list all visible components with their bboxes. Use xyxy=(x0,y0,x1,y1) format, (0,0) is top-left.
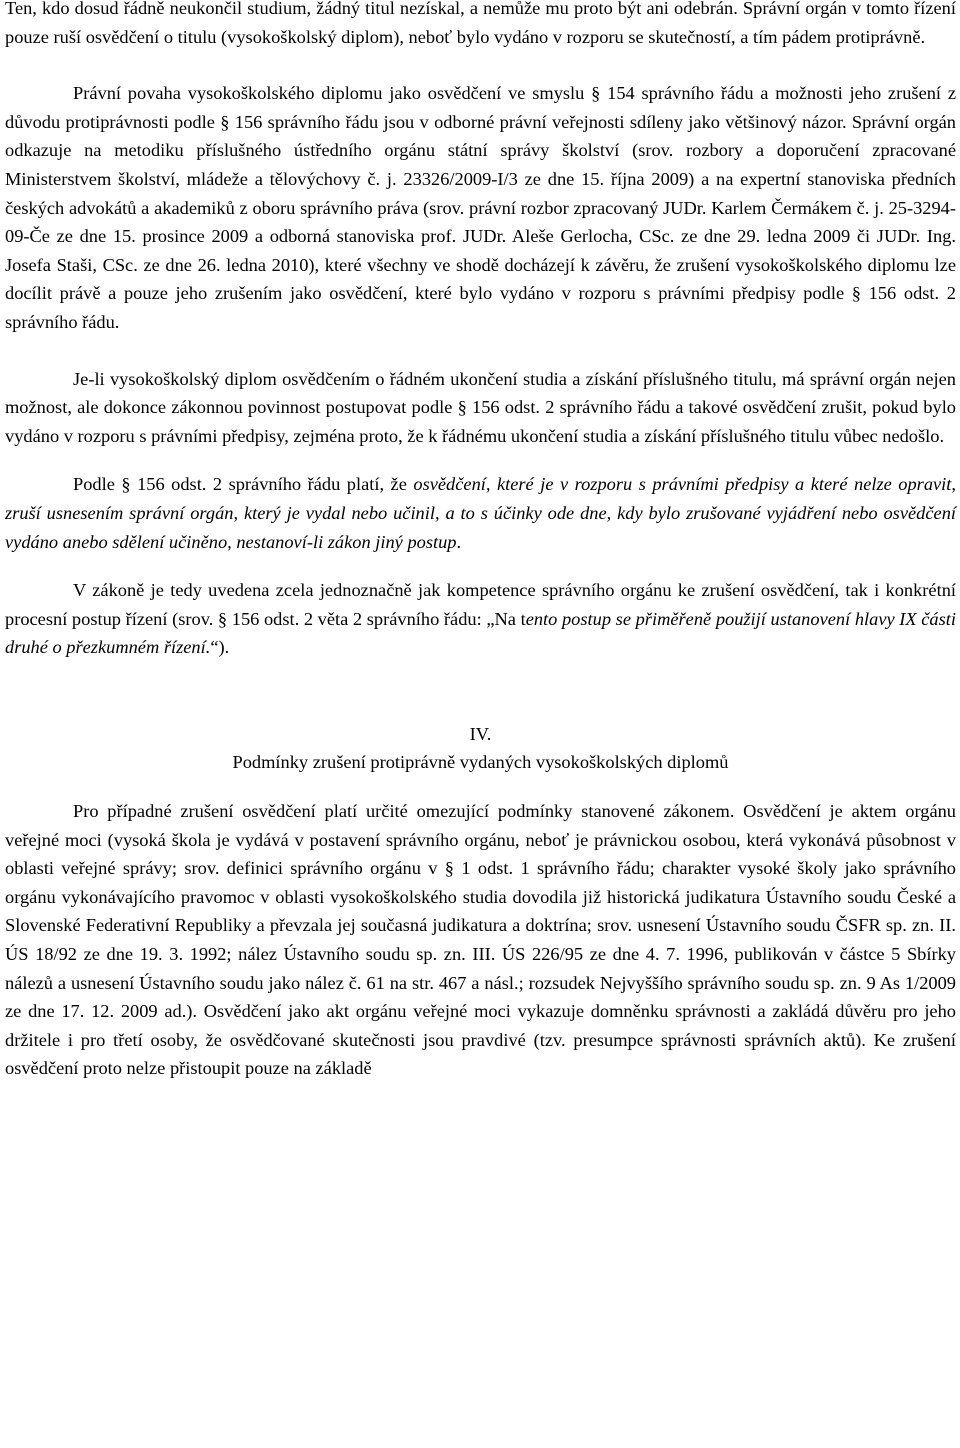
paragraph-competence xyxy=(5,576,956,662)
paragraph-conditions: Pro případné zrušení osvědčení platí určité omezující podmínky stanovené zákonem. Osvědčení je aktem orgánu veřejné moci (vysoká škola je vydává v postavení správního orgánu, neboť je právnickou osobou, která vykonává působnost v oblasti veřejné správy; srov. definici správního orgánu v § 1 odst. 1 správního řádu; charakter vysoké školy jako správního orgánu vykonávajícího pravomoc v oblasti vysokoškolského studia dovodila již historická judikatura Ústavního soudu České a Slovenské Federativní Republiky a převzala jej současná judikatura a doktrína; srov. usnesení Ústavního soudu ČSFR sp. zn. II. ÚS 18/92 ze dne 19. 3. 1992; nález Ústavního soudu sp. zn. III. ÚS 226/95 ze dne 4. 7. 1996, publikován v částce 5 Sbírky nálezů a usnesení Ústavního soudu jako nález č. 61 na str. 467 a násl.; rozsudek Nejvyššího správního soudu sp. zn. 9 As 1/2009 ze dne 17. 12. 2009 ad.). Osvědčení jako akt orgánu veřejné moci vykazuje domněnku správnosti a zakládá důvěru pro jeho držitele i pro třetí osoby, že osvědčované skutečnosti jsou pravdivé (tzv. presumpce správnosti správních aktů). Ke zrušení osvědčení proto nelze přistoupit pouze na základě xyxy=(5,801,956,1079)
paragraph-lead-text: Podle § 156 odst. 2 správního řádu platí, že xyxy=(73,474,414,495)
statute-quote: osvědčení, které je v rozporu s právními předpisy a které nelze opravit, zruší usnesením správní orgán, který je vydal nebo učinil, a to s účinky ode dne, kdy bylo zrušované vyjádření nebo osvědčení vydáno anebo sdělení učiněno, nestanoví-li zákon jiný postup xyxy=(5,474,956,552)
paragraph-section-156-quote xyxy=(5,470,956,556)
paragraph-legal-nature: Právní povaha vysokoškolského diplomu jako osvědčení ve smyslu § 154 správního řádu a možnosti jeho zrušení z důvodu protiprávnosti podle § 156 správního řádu jsou v odborné právní veřejnosti sdíleny jako většinový názor. Správní orgán odkazuje na metodiku příslušného ústředního orgánu státní správy školství (srov. rozbory a doporučení zpracované Ministerstvem školství, mládeže a tělovýchovy č. j. 23326/2009-I/3 ze dne 15. října 2009) a na expertní stanoviska předních českých advokátů a akademiků z oboru správního práva (srov. právní rozbor zpracovaný JUDr. Karlem Čermákem č. j. 25-3294-09-Če ze dne 15. prosince 2009 a odborná stanoviska prof. JUDr. Aleše Gerlocha, CSc. ze dne 29. ledna 2009 či JUDr. Ing. Josefa Staši, CSc. ze dne 26. ledna 2010), které všechny ve shodě docházejí k závěru, že zrušení vysokoškolského diplomu lze docílit právě a pouze jeho zrušením jako osvědčení, které bylo vydáno v rozporu s právními předpisy podle § 156 odst. 2 správního řádu. xyxy=(5,83,956,332)
section-title: Podmínky zrušení protiprávně vydaných vysokoškolských diplomů xyxy=(232,752,729,773)
paragraph-tail-text: . xyxy=(456,531,462,552)
paragraph-tail-text: “). xyxy=(210,637,230,658)
statute-quote: ento postup se přiměřeně použijí ustanovení hlavy IX části druhé o přezkumném řízení. xyxy=(5,608,956,658)
paragraph-duty-to-cancel: Je-li vysokoškolský diplom osvědčením o řádném ukončení studia a získání příslušného titulu, má správní orgán nejen možnost, ale dokonce zákonnou povinnost postupovat podle § 156 odst. 2 správního řádu a takové osvědčení zrušit, pokud bylo vydáno v rozporu s právními předpisy, zejména proto, že k řádnému ukončení studia a získání příslušného titulu vůbec nedošlo. xyxy=(5,368,956,446)
paragraph-diploma-no-title: Ten, kdo dosud řádně neukončil studium, žádný titul nezískal, a nemůže mu proto být ani odebrán. Správní orgán v tomto řízení pouze ruší osvědčení o titulu (vysokoškolský diplom), neboť bylo vydáno v rozporu se skutečností, a tím pádem protiprávně. xyxy=(5,0,956,47)
section-number: IV. xyxy=(469,723,492,744)
paragraph-lead-text: V zákoně je tedy uvedena zcela jednoznačně jak kompetence správního orgánu ke zrušení osvědčení, tak i konkrétní procesní postup řízení (srov. § 156 odst. 2 věta 2 správního řádu: „Na t xyxy=(5,580,956,629)
